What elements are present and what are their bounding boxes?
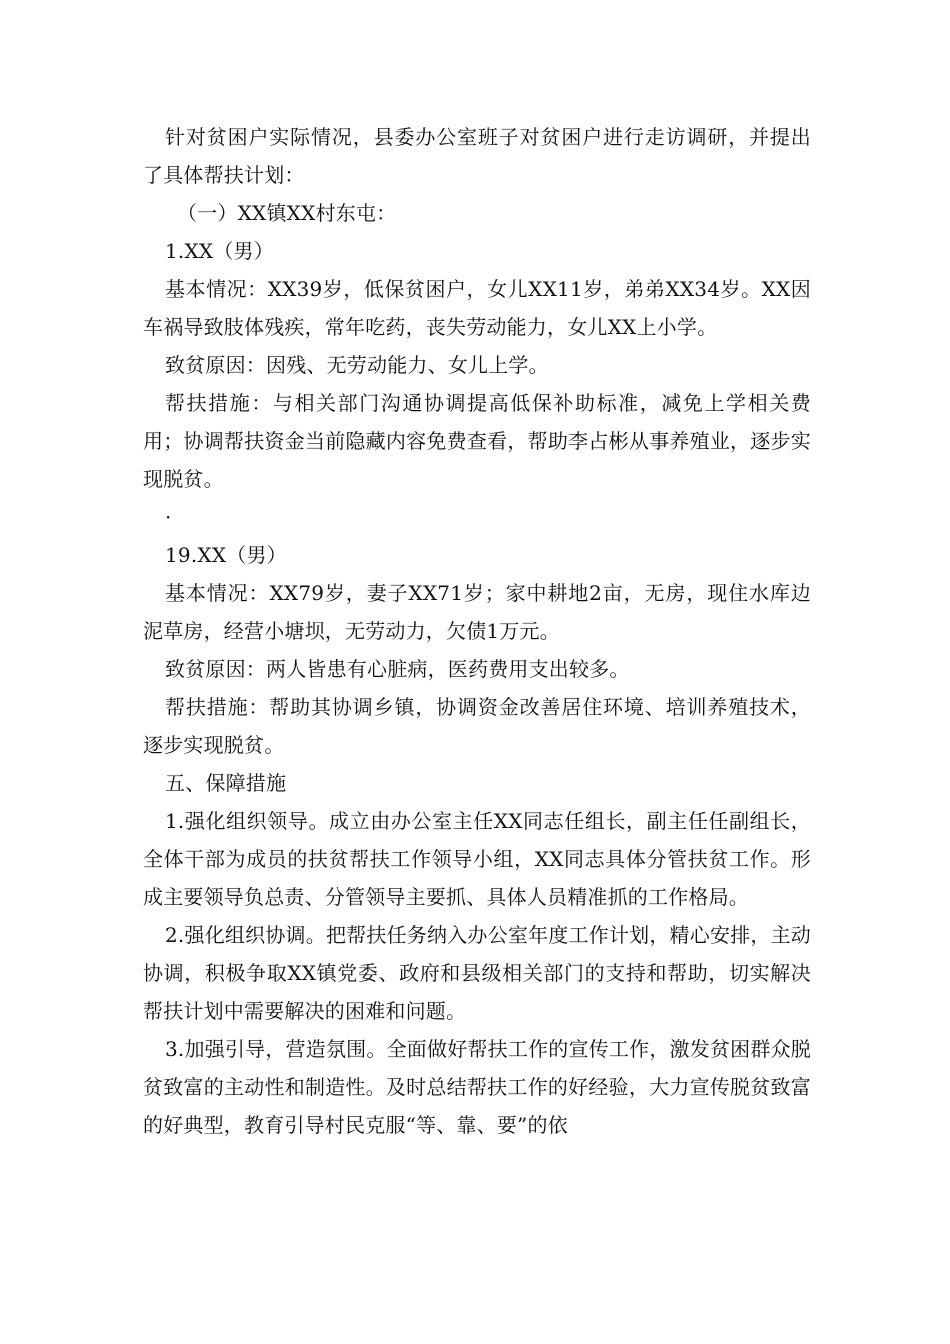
assistance-measures-paragraph: 帮扶措施：帮助其协调乡镇，协调资金改善居住环境、培训养殖技术，逐步实现脱贫。 [143, 695, 811, 757]
assistance-measures-paragraph: 帮扶措施：与相关部门沟通协调提高低保补助标准，减免上学相关费用；协调帮扶资金当前隐藏内容免费查看，帮助李占彬从事养殖业，逐步实现脱贫。 [143, 391, 811, 491]
section-heading-village: （一）XX镇XX村东屯： [177, 201, 397, 225]
document-body [143, 118, 811, 1144]
household-heading-1: 1.XX（男） [165, 239, 274, 263]
section-heading-guarantee: 五、保障措施 [165, 771, 287, 795]
poverty-cause-paragraph: 致贫原因：因残、无劳动能力、女儿上学。 [165, 353, 549, 377]
ellipsis-dot: · [165, 505, 172, 529]
intro-paragraph: 针对贫困户实际情况，县委办公室班子对贫困户进行走访调研，并提出了具体帮扶计划： [143, 125, 811, 187]
basic-situation-paragraph: 基本情况：XX39岁，低保贫困户，女儿XX11岁，弟弟XX34岁。XX因车祸导致肢体残疾，常年吃药，丧失劳动能力，女儿XX上小学。 [143, 277, 811, 339]
household-heading-19: 19.XX（男） [165, 543, 287, 567]
guarantee-item-2: 2.强化组织协调。把帮扶任务纳入办公室年度工作计划，精心安排，主动协调，积极争取XX镇党委、政府和县级相关部门的支持和帮助，切实解决帮扶计划中需要解决的困难和问题。 [143, 923, 811, 1023]
guarantee-item-1: 1.强化组织领导。成立由办公室主任XX同志任组长，副主任任副组长，全体干部为成员的扶贫帮扶工作领导小组，XX同志具体分管扶贫工作。形成主要领导负总责、分管领导主要抓、具体人员精准抓的工作格局。 [143, 809, 811, 909]
basic-situation-paragraph: 基本情况：XX79岁，妻子XX71岁；家中耕地2亩，无房，现住水库边泥草房，经营小塘坝，无劳动力，欠债1万元。 [143, 581, 811, 643]
poverty-cause-paragraph: 致贫原因：两人皆患有心脏病，医药费用支出较多。 [165, 657, 630, 681]
guarantee-item-3: 3.加强引导，营造氛围。全面做好帮扶工作的宣传工作，激发贫困群众脱贫致富的主动性和制造性。及时总结帮扶工作的好经验，大力宣传脱贫致富的好典型，教育引导村民克服“等、靠、要”的依 [143, 1037, 811, 1137]
